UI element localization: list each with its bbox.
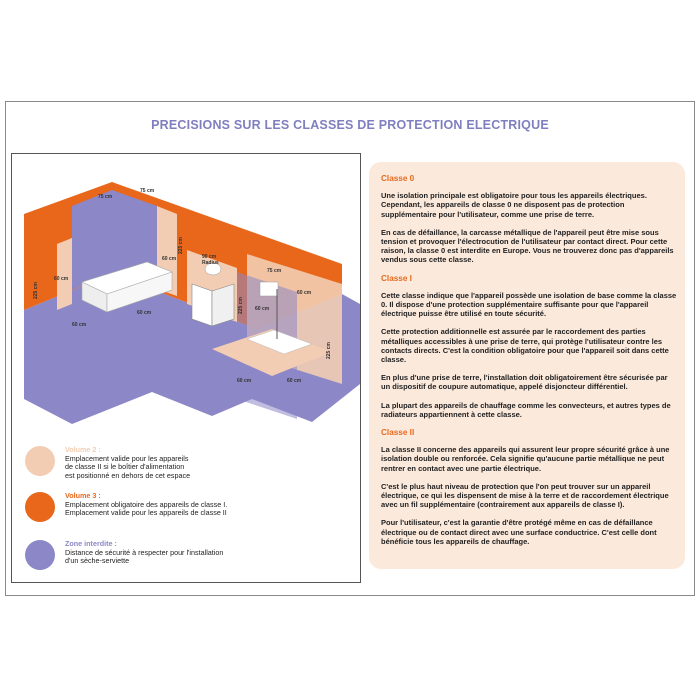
legend-volume2: [25, 446, 345, 486]
legend-volume3-line2: Emplacement valide pour les appareils de classe II: [65, 508, 227, 518]
legend-volume3: [25, 492, 345, 526]
dim-60-shower-bottom-left: 60 cm: [237, 378, 252, 384]
volume3-swatch: [25, 492, 55, 522]
dim-225-sink-left: 225 cm: [178, 237, 184, 254]
bath-volume2: [57, 238, 72, 310]
legend-zone-line2: d'un sèche-serviette: [65, 556, 130, 566]
section-heading-classe0: Classe 0: [381, 174, 415, 183]
zone-interdite-swatch: [25, 540, 55, 570]
classe0-paragraph-1: Une isolation principale est obligatoire pour tous les appareils électriques. Cependant, les appareils de classe 0 ne disposent pas de protection supplémentaire pour l'utilisateur, comme une prise de terre.: [381, 191, 647, 219]
legend-volume2-line3: est positionné en dehors de cet espace: [65, 470, 191, 480]
classe2-paragraph-1: La classe II concerne des appareils qui assurent leur propre sécurité grâce à une isolation double ou renforcée. Cela signifie qu'aucune partie métallique ne peut rentrer en contact avec une partie électrique.: [381, 445, 670, 473]
dim-60-shower-bottom-right: 60 cm: [287, 378, 302, 384]
legend-volume2-line2: de classe II si le boîtier d'alimentation: [65, 462, 185, 472]
dim-60-bath-left: 60 cm: [54, 276, 69, 282]
classe1-paragraph-3: En plus d'une prise de terre, l'installation doit obligatoirement être sécurisée par un dispositif de coupure automatique, appelé disjoncteur différentiel.: [381, 373, 668, 392]
dim-225-left: 225 cm: [33, 282, 39, 299]
classe1-paragraph-1: Cette classe indique que l'appareil possède une isolation de base comme la classe 0. Il dispose d'une protection supplémentaire suffisante pour que l'appareil électrique puisse être utilisé en toute sécurité.: [381, 290, 677, 319]
classe2-paragraph-2: C'est le plus haut niveau de protection que l'on peut trouver sur un appareil électrique, ce qui les dispensent de mise à la terre et de raccordement électrique avec un fil supplémentaire (contrairement aux appareils de classe I).: [381, 481, 669, 510]
dim-90-sink: 90 cm: [202, 254, 217, 260]
legend-zone-title: Zone interdite :: [65, 539, 117, 548]
volume2-swatch: [25, 446, 55, 476]
classe1-paragraph-4: La plupart des appareils de chauffage comme les convecteurs, et autres types de radiateurs appartiennent à cette classe.: [381, 400, 671, 419]
sink-cabinet-side: [212, 284, 234, 326]
dim-60-floor-left: 60 cm: [72, 322, 87, 328]
dim-225-shower: 225 cm: [238, 297, 244, 314]
dim-75-right: 75 cm: [140, 188, 155, 194]
dim-radius-sink: Radius: [202, 260, 219, 266]
legend-zone-interdite: [25, 540, 345, 574]
dim-225-right: 225 cm: [326, 342, 332, 359]
section-heading-classe1: Classe I: [381, 273, 412, 283]
legend-volume3-line1: Emplacement obligatoire des appareils de classe I.: [65, 499, 228, 509]
page-title: PRECISIONS SUR LES CLASSES DE PROTECTION ELECTRIQUE: [151, 118, 549, 132]
legend-volume2-title: Volume 2 :: [65, 445, 101, 454]
shower-mirror: [260, 282, 278, 296]
legend-zone-line1: Distance de sécurité à respecter pour l'installation: [65, 547, 224, 557]
dim-60-floor-mid: 60 cm: [137, 310, 152, 316]
dim-75-shower: 75 cm: [267, 268, 282, 274]
classe1-paragraph-2: Cette protection additionnelle est assurée par le raccordement des parties métalliques accessibles à une prise de terre, qui protège l'utilisateur contre les contacts directs. C'est la condition obligatoire pour que l'appareil soit dans cette classe.: [381, 327, 669, 365]
classe0-paragraph-2: En cas de défaillance, la carcasse métallique de l'appareil peut être mise sous tension et provoquer l'électrocution de l'utilisateur par contact direct. Pour cette raison, la classe 0 est interdite en Europe. Vous ne trouverez donc pas d'appareils vendus sous cette classe.: [381, 227, 674, 265]
section-heading-classe2: Classe II: [381, 428, 415, 438]
dim-60-shower-right: 60 cm: [297, 290, 312, 296]
info-panel-text: [381, 174, 677, 555]
dim-60-bath-right: 60 cm: [162, 256, 177, 262]
classe2-paragraph-3: Pour l'utilisateur, c'est la garantie d'être protégé même en cas de défaillance électrique ou de contact direct avec une surface conductrice. C'est celle dont bénéficie tous les appareils de chauffage.: [381, 518, 657, 546]
legend-volume2-line1: Emplacement valide pour les appareils: [65, 453, 189, 463]
dim-60-shower-top: 60 cm: [255, 306, 270, 312]
sink-cabinet-front: [192, 284, 212, 326]
legend-volume3-title: Volume 3 :: [65, 491, 101, 500]
dim-75-left: 75 cm: [98, 194, 113, 200]
